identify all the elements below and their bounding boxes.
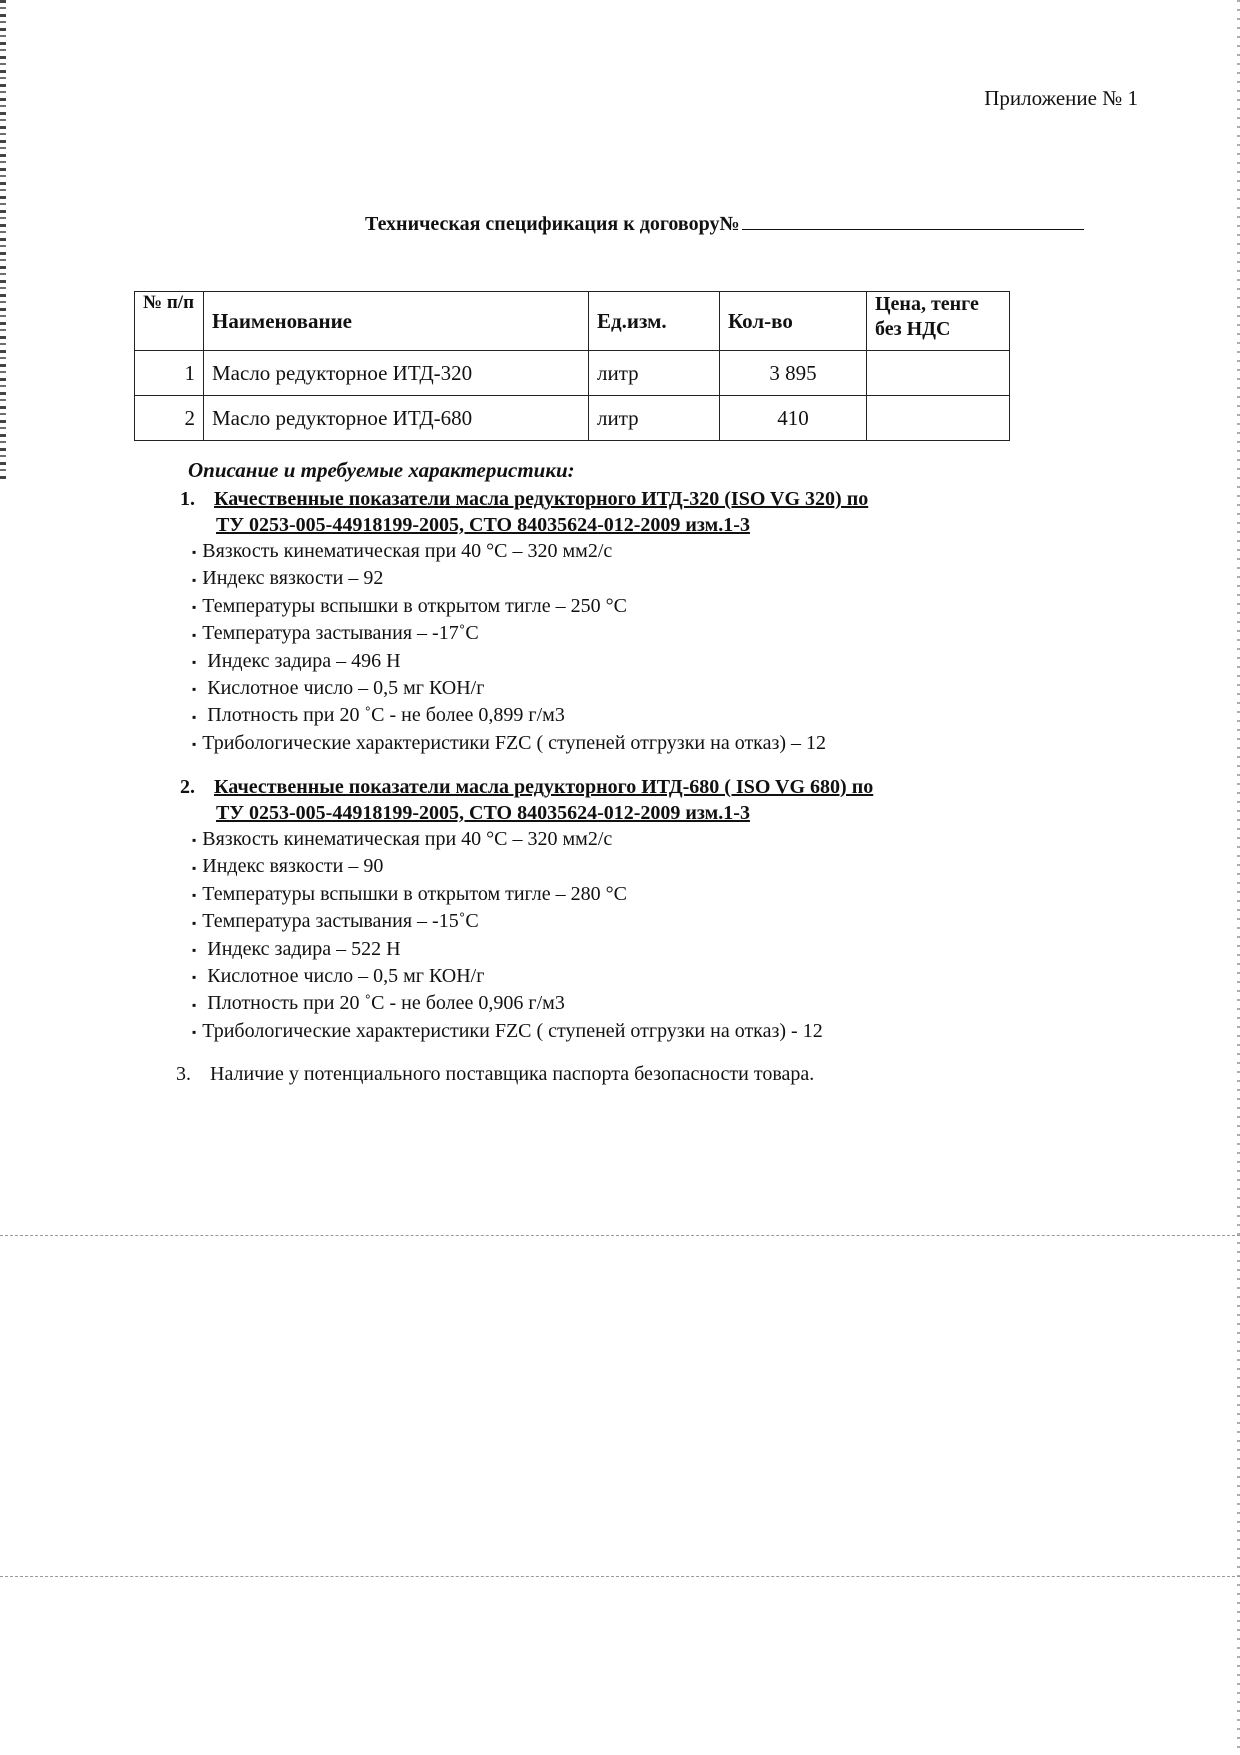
- list-item: ▪ Индекс задира – 496 Н: [192, 648, 868, 675]
- description-heading: Описание и требуемые характеристики:: [188, 458, 575, 482]
- scan-divider-line: [0, 1576, 1240, 1577]
- document-title-text: Техническая спецификация к договору№: [365, 213, 740, 235]
- row-num: 1: [135, 351, 204, 396]
- table-header-row: [135, 292, 1010, 351]
- list-item: ▪ Температуры вспышки в открытом тигле – 280 °С: [192, 881, 873, 908]
- property-list: [180, 538, 868, 757]
- list-item: ▪ Вязкость кинематическая при 40 °С – 320 мм2/с: [192, 826, 873, 853]
- section-heading-line1: Качественные показатели масла редукторного ИТД-680 ( ISO VG 680) по: [214, 776, 874, 798]
- section-heading-line1: Качественные показатели масла редукторного ИТД-320 (ISO VG 320) по: [214, 488, 869, 510]
- header-num: № п/п: [135, 292, 204, 351]
- section-number: 1.: [180, 488, 195, 510]
- specification-table: [134, 291, 1010, 441]
- section-itd-320: [180, 486, 868, 757]
- header-unit: Ед.изм.: [589, 292, 720, 351]
- item-3-number: 3.: [176, 1063, 191, 1085]
- list-item: ▪ Кислотное число – 0,5 мг КОН/г: [192, 963, 873, 990]
- annex-label: Приложение № 1: [984, 86, 1138, 110]
- section-itd-680: [180, 774, 873, 1045]
- item-3: [176, 1063, 814, 1086]
- list-item: ▪ Трибологические характеристики FZC ( ступеней отгрузки на отказ) - 12: [192, 1018, 873, 1045]
- list-item: ▪ Индекс вязкости – 92: [192, 565, 868, 592]
- row-qty: 410: [720, 396, 867, 441]
- scan-edge-left: [0, 0, 6, 480]
- row-unit: литр: [589, 351, 720, 396]
- list-item: ▪ Температура застывания – -15˚С: [192, 908, 873, 935]
- list-item: ▪ Плотность при 20 ˚С - не более 0,899 г/м3: [192, 702, 868, 729]
- list-item: ▪ Температура застывания – -17˚С: [192, 620, 868, 647]
- list-item: ▪ Плотность при 20 ˚С - не более 0,906 г/м3: [192, 990, 873, 1017]
- list-item: ▪ Кислотное число – 0,5 мг КОН/г: [192, 675, 868, 702]
- document-title: [365, 213, 1084, 236]
- row-name: Масло редукторное ИТД-680: [204, 396, 589, 441]
- table-row: [135, 396, 1010, 441]
- row-price: [867, 351, 1010, 396]
- section-heading-line2: ТУ 0253-005-44918199-2005, СТО 84035624-012-2009 изм.1-3: [216, 802, 750, 824]
- row-num: 2: [135, 396, 204, 441]
- scan-divider-line: [0, 1235, 1240, 1236]
- table-row: [135, 351, 1010, 396]
- row-name: Масло редукторное ИТД-320: [204, 351, 589, 396]
- section-heading-line2: ТУ 0253-005-44918199-2005, СТО 84035624-012-2009 изм.1-3: [216, 514, 750, 536]
- list-item: ▪ Индекс вязкости – 90: [192, 853, 873, 880]
- row-unit: литр: [589, 396, 720, 441]
- item-3-text: Наличие у потенциального поставщика паспорта безопасности товара.: [210, 1063, 815, 1085]
- header-price: Цена, тенге без НДС: [867, 292, 1010, 351]
- list-item: ▪ Трибологические характеристики FZC ( ступеней отгрузки на отказ) – 12: [192, 730, 868, 757]
- list-item: ▪ Вязкость кинематическая при 40 °С – 320 мм2/с: [192, 538, 868, 565]
- list-item: ▪ Температуры вспышки в открытом тигле – 250 °С: [192, 593, 868, 620]
- list-item: ▪ Индекс задира – 522 Н: [192, 936, 873, 963]
- header-name: Наименование: [204, 292, 589, 351]
- row-qty: 3 895: [720, 351, 867, 396]
- section-number: 2.: [180, 776, 195, 798]
- contract-number-blank: [742, 215, 1084, 230]
- section-heading: [180, 774, 873, 826]
- row-price: [867, 396, 1010, 441]
- header-qty: Кол-во: [720, 292, 867, 351]
- property-list: [180, 826, 873, 1045]
- section-heading: [180, 486, 868, 538]
